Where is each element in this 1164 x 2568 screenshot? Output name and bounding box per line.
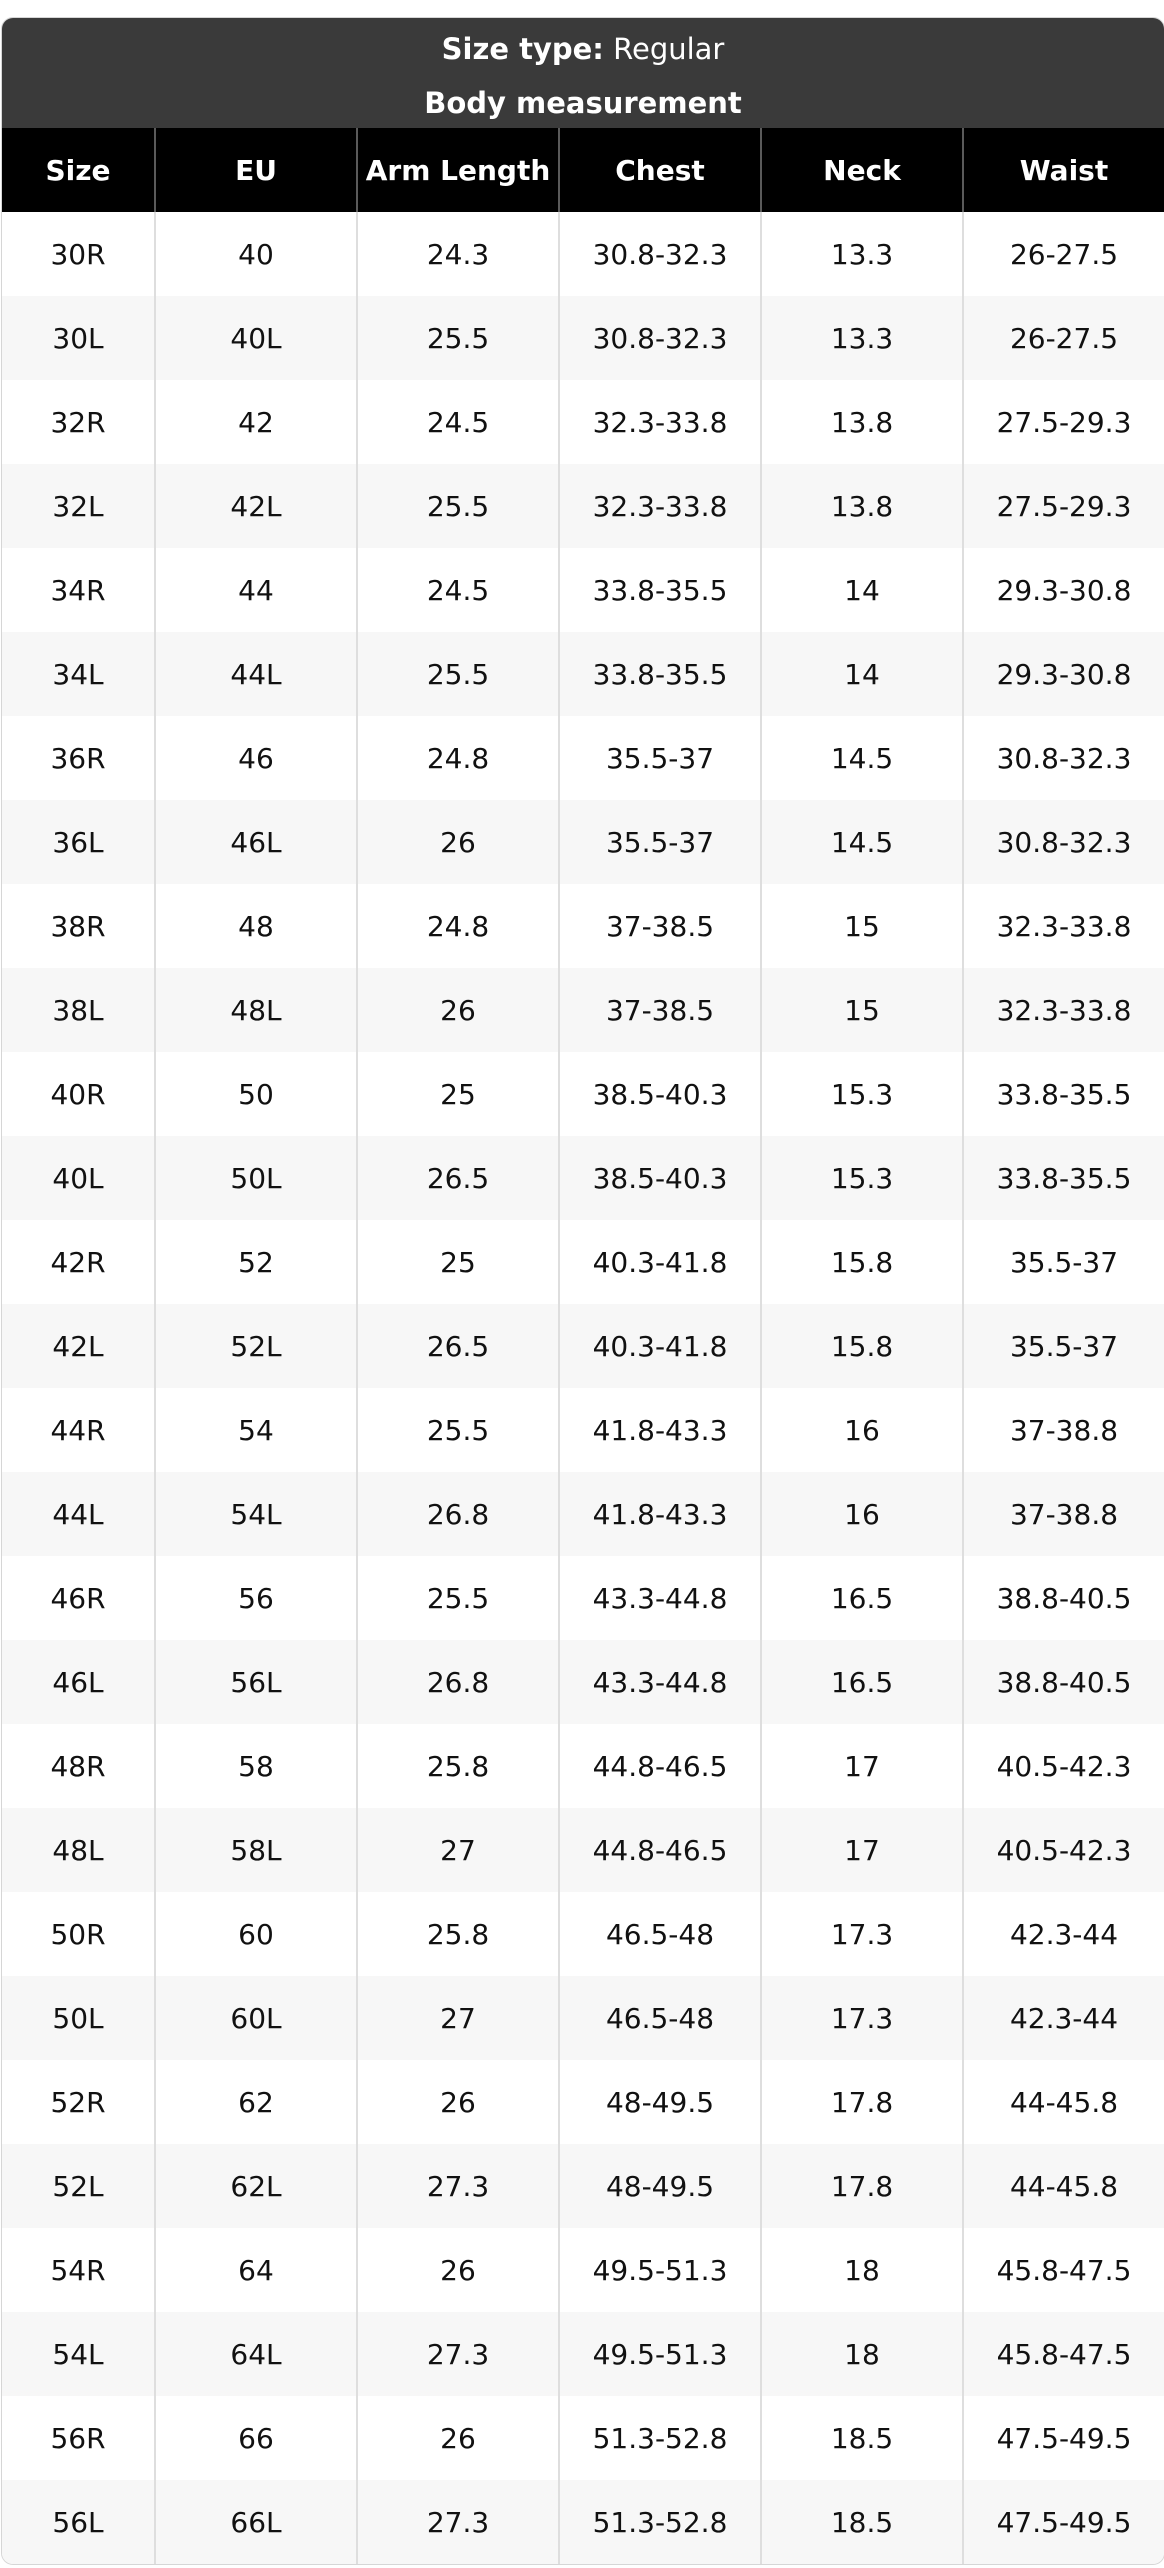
table-cell: 17 xyxy=(761,1724,963,1808)
table-body xyxy=(2,212,1164,2564)
table-cell: 35.5-37 xyxy=(559,716,761,800)
table-cell: 40L xyxy=(155,296,357,380)
table-cell: 30.8-32.3 xyxy=(559,212,761,296)
table-row xyxy=(2,716,1164,800)
table-cell: 44-45.8 xyxy=(963,2144,1164,2228)
table-cell: 48-49.5 xyxy=(559,2144,761,2228)
table-row xyxy=(2,2312,1164,2396)
table-cell: 41.8-43.3 xyxy=(559,1388,761,1472)
table-cell: 24.5 xyxy=(357,380,559,464)
table-cell: 54 xyxy=(155,1388,357,1472)
table-cell: 51.3-52.8 xyxy=(559,2480,761,2564)
table-cell: 42R xyxy=(2,1220,155,1304)
table-cell: 43.3-44.8 xyxy=(559,1640,761,1724)
table-cell: 58L xyxy=(155,1808,357,1892)
table-cell: 33.8-35.5 xyxy=(559,632,761,716)
table-cell: 26.5 xyxy=(357,1136,559,1220)
table-cell: 16 xyxy=(761,1388,963,1472)
table-cell: 25.5 xyxy=(357,296,559,380)
table-cell: 51.3-52.8 xyxy=(559,2396,761,2480)
table-cell: 25.5 xyxy=(357,1388,559,1472)
table-cell: 44 xyxy=(155,548,357,632)
table-cell: 48R xyxy=(2,1724,155,1808)
table-cell: 47.5-49.5 xyxy=(963,2396,1164,2480)
table-cell: 26 xyxy=(357,2396,559,2480)
table-cell: 27 xyxy=(357,1808,559,1892)
table-cell: 14.5 xyxy=(761,800,963,884)
table-cell: 18 xyxy=(761,2228,963,2312)
table-row xyxy=(2,1892,1164,1976)
table-cell: 14.5 xyxy=(761,716,963,800)
table-cell: 32.3-33.8 xyxy=(559,380,761,464)
chart-subtitle: Body measurement xyxy=(424,86,742,120)
table-cell: 14 xyxy=(761,548,963,632)
table-cell: 48 xyxy=(155,884,357,968)
table-cell: 15 xyxy=(761,884,963,968)
table-cell: 38.8-40.5 xyxy=(963,1556,1164,1640)
table-row xyxy=(2,800,1164,884)
table-cell: 13.3 xyxy=(761,296,963,380)
table-cell: 52L xyxy=(155,1304,357,1388)
table-cell: 37-38.5 xyxy=(559,968,761,1052)
table-cell: 26 xyxy=(357,2060,559,2144)
table-cell: 13.8 xyxy=(761,380,963,464)
table-cell: 30R xyxy=(2,212,155,296)
table-cell: 15.8 xyxy=(761,1304,963,1388)
table-cell: 33.8-35.5 xyxy=(559,548,761,632)
table-cell: 62L xyxy=(155,2144,357,2228)
table-cell: 30.8-32.3 xyxy=(963,716,1164,800)
table-cell: 36L xyxy=(2,800,155,884)
table-cell: 46L xyxy=(2,1640,155,1724)
table-cell: 26.5 xyxy=(357,1304,559,1388)
table-cell: 48L xyxy=(2,1808,155,1892)
table-cell: 42 xyxy=(155,380,357,464)
table-cell: 25.5 xyxy=(357,632,559,716)
table-cell: 64L xyxy=(155,2312,357,2396)
table-cell: 27.3 xyxy=(357,2312,559,2396)
column-header: Chest xyxy=(559,128,761,212)
table-cell: 44-45.8 xyxy=(963,2060,1164,2144)
table-cell: 29.3-30.8 xyxy=(963,548,1164,632)
table-cell: 24.3 xyxy=(357,212,559,296)
table-row xyxy=(2,1808,1164,1892)
table-cell: 26-27.5 xyxy=(963,212,1164,296)
table-cell: 46.5-48 xyxy=(559,1892,761,1976)
table-cell: 60 xyxy=(155,1892,357,1976)
table-cell: 40L xyxy=(2,1136,155,1220)
table-cell: 52L xyxy=(2,2144,155,2228)
table-cell: 44.8-46.5 xyxy=(559,1808,761,1892)
table-header-row xyxy=(2,128,1164,212)
table-cell: 15 xyxy=(761,968,963,1052)
table-cell: 15.3 xyxy=(761,1052,963,1136)
table-cell: 24.8 xyxy=(357,884,559,968)
table-cell: 26 xyxy=(357,968,559,1052)
table-row xyxy=(2,296,1164,380)
table-cell: 25.8 xyxy=(357,1724,559,1808)
table-cell: 44L xyxy=(2,1472,155,1556)
table-cell: 35.5-37 xyxy=(963,1304,1164,1388)
table-cell: 41.8-43.3 xyxy=(559,1472,761,1556)
table-cell: 56 xyxy=(155,1556,357,1640)
table-row xyxy=(2,548,1164,632)
table-cell: 66 xyxy=(155,2396,357,2480)
table-cell: 24.8 xyxy=(357,716,559,800)
table-cell: 40.3-41.8 xyxy=(559,1304,761,1388)
table-row xyxy=(2,2144,1164,2228)
table-cell: 60L xyxy=(155,1976,357,2060)
table-cell: 50L xyxy=(155,1136,357,1220)
table-row xyxy=(2,1220,1164,1304)
table-row xyxy=(2,1976,1164,2060)
table-cell: 17.8 xyxy=(761,2060,963,2144)
table-cell: 36R xyxy=(2,716,155,800)
table-cell: 30.8-32.3 xyxy=(559,296,761,380)
table-cell: 40.3-41.8 xyxy=(559,1220,761,1304)
table-cell: 27 xyxy=(357,1976,559,2060)
table-cell: 64 xyxy=(155,2228,357,2312)
column-header: Waist xyxy=(963,128,1164,212)
table-cell: 32.3-33.8 xyxy=(559,464,761,548)
table-cell: 49.5-51.3 xyxy=(559,2312,761,2396)
table-cell: 38.8-40.5 xyxy=(963,1640,1164,1724)
table-cell: 29.3-30.8 xyxy=(963,632,1164,716)
column-header: EU xyxy=(155,128,357,212)
size-type-value: Regular xyxy=(613,32,725,66)
table-cell: 15.3 xyxy=(761,1136,963,1220)
table-cell: 25 xyxy=(357,1052,559,1136)
table-cell: 17.8 xyxy=(761,2144,963,2228)
table-cell: 18.5 xyxy=(761,2396,963,2480)
table-cell: 38.5-40.3 xyxy=(559,1052,761,1136)
table-cell: 46.5-48 xyxy=(559,1976,761,2060)
table-cell: 54L xyxy=(155,1472,357,1556)
table-cell: 56L xyxy=(155,1640,357,1724)
table-cell: 44L xyxy=(155,632,357,716)
table-cell: 34L xyxy=(2,632,155,716)
column-header: Size xyxy=(2,128,155,212)
table-cell: 27.5-29.3 xyxy=(963,380,1164,464)
table-cell: 17 xyxy=(761,1808,963,1892)
table-cell: 40R xyxy=(2,1052,155,1136)
table-row xyxy=(2,2228,1164,2312)
size-type-line xyxy=(2,24,1164,74)
table-cell: 43.3-44.8 xyxy=(559,1556,761,1640)
table-cell: 48L xyxy=(155,968,357,1052)
table-row xyxy=(2,632,1164,716)
table-row xyxy=(2,884,1164,968)
table-cell: 47.5-49.5 xyxy=(963,2480,1164,2564)
table-cell: 32R xyxy=(2,380,155,464)
table-cell: 32.3-33.8 xyxy=(963,884,1164,968)
table-row xyxy=(2,1052,1164,1136)
table-row xyxy=(2,2060,1164,2144)
table-cell: 38R xyxy=(2,884,155,968)
table-cell: 16.5 xyxy=(761,1640,963,1724)
table-cell: 17.3 xyxy=(761,1976,963,2060)
table-cell: 32.3-33.8 xyxy=(963,968,1164,1052)
table-cell: 32L xyxy=(2,464,155,548)
table-cell: 26 xyxy=(357,800,559,884)
table-cell: 46L xyxy=(155,800,357,884)
table-cell: 24.5 xyxy=(357,548,559,632)
table-cell: 44.8-46.5 xyxy=(559,1724,761,1808)
table-cell: 13.8 xyxy=(761,464,963,548)
table-cell: 26 xyxy=(357,2228,559,2312)
table-row xyxy=(2,212,1164,296)
table-cell: 50R xyxy=(2,1892,155,1976)
size-type-label: Size type: xyxy=(441,32,604,66)
table-cell: 27.3 xyxy=(357,2144,559,2228)
table-cell: 58 xyxy=(155,1724,357,1808)
table-cell: 66L xyxy=(155,2480,357,2564)
table-cell: 46 xyxy=(155,716,357,800)
table-cell: 42.3-44 xyxy=(963,1976,1164,2060)
table-cell: 26-27.5 xyxy=(963,296,1164,380)
table-row xyxy=(2,1136,1164,1220)
table-cell: 18 xyxy=(761,2312,963,2396)
table-cell: 42.3-44 xyxy=(963,1892,1164,1976)
table-row xyxy=(2,464,1164,548)
table-cell: 16 xyxy=(761,1472,963,1556)
table-cell: 33.8-35.5 xyxy=(963,1136,1164,1220)
table-cell: 48-49.5 xyxy=(559,2060,761,2144)
table-cell: 37-38.5 xyxy=(559,884,761,968)
table-cell: 16.5 xyxy=(761,1556,963,1640)
table-cell: 44R xyxy=(2,1388,155,1472)
table-cell: 26.8 xyxy=(357,1472,559,1556)
table-cell: 26.8 xyxy=(357,1640,559,1724)
column-header: Arm Length xyxy=(357,128,559,212)
table-cell: 40 xyxy=(155,212,357,296)
table-cell: 52R xyxy=(2,2060,155,2144)
table-row xyxy=(2,1472,1164,1556)
table-cell: 13.3 xyxy=(761,212,963,296)
column-header: Neck xyxy=(761,128,963,212)
table-row xyxy=(2,1556,1164,1640)
table-row xyxy=(2,1724,1164,1808)
table-row xyxy=(2,2480,1164,2564)
table-cell: 18.5 xyxy=(761,2480,963,2564)
table-cell: 25.5 xyxy=(357,1556,559,1640)
table-cell: 30L xyxy=(2,296,155,380)
table-cell: 25.5 xyxy=(357,464,559,548)
table-cell: 40.5-42.3 xyxy=(963,1808,1164,1892)
table-cell: 33.8-35.5 xyxy=(963,1052,1164,1136)
table-cell: 35.5-37 xyxy=(963,1220,1164,1304)
table-row xyxy=(2,1640,1164,1724)
size-table xyxy=(2,128,1164,2564)
table-cell: 14 xyxy=(761,632,963,716)
table-cell: 54L xyxy=(2,2312,155,2396)
table-cell: 35.5-37 xyxy=(559,800,761,884)
table-cell: 25.8 xyxy=(357,1892,559,1976)
table-cell: 25 xyxy=(357,1220,559,1304)
table-cell: 40.5-42.3 xyxy=(963,1724,1164,1808)
table-cell: 34R xyxy=(2,548,155,632)
size-chart-header xyxy=(2,18,1164,128)
table-cell: 56R xyxy=(2,2396,155,2480)
table-cell: 49.5-51.3 xyxy=(559,2228,761,2312)
table-cell: 27.3 xyxy=(357,2480,559,2564)
table-cell: 45.8-47.5 xyxy=(963,2312,1164,2396)
table-cell: 46R xyxy=(2,1556,155,1640)
table-cell: 27.5-29.3 xyxy=(963,464,1164,548)
table-cell: 37-38.8 xyxy=(963,1388,1164,1472)
table-cell: 17.3 xyxy=(761,1892,963,1976)
size-chart xyxy=(1,17,1164,2565)
table-row xyxy=(2,968,1164,1052)
table-cell: 56L xyxy=(2,2480,155,2564)
table-cell: 15.8 xyxy=(761,1220,963,1304)
table-cell: 54R xyxy=(2,2228,155,2312)
table-row xyxy=(2,1304,1164,1388)
table-row xyxy=(2,2396,1164,2480)
table-cell: 45.8-47.5 xyxy=(963,2228,1164,2312)
table-cell: 50 xyxy=(155,1052,357,1136)
table-cell: 42L xyxy=(2,1304,155,1388)
table-cell: 38L xyxy=(2,968,155,1052)
table-cell: 38.5-40.3 xyxy=(559,1136,761,1220)
table-cell: 52 xyxy=(155,1220,357,1304)
table-cell: 42L xyxy=(155,464,357,548)
table-cell: 50L xyxy=(2,1976,155,2060)
table-cell: 37-38.8 xyxy=(963,1472,1164,1556)
table-cell: 62 xyxy=(155,2060,357,2144)
table-row xyxy=(2,380,1164,464)
table-cell: 30.8-32.3 xyxy=(963,800,1164,884)
table-row xyxy=(2,1388,1164,1472)
